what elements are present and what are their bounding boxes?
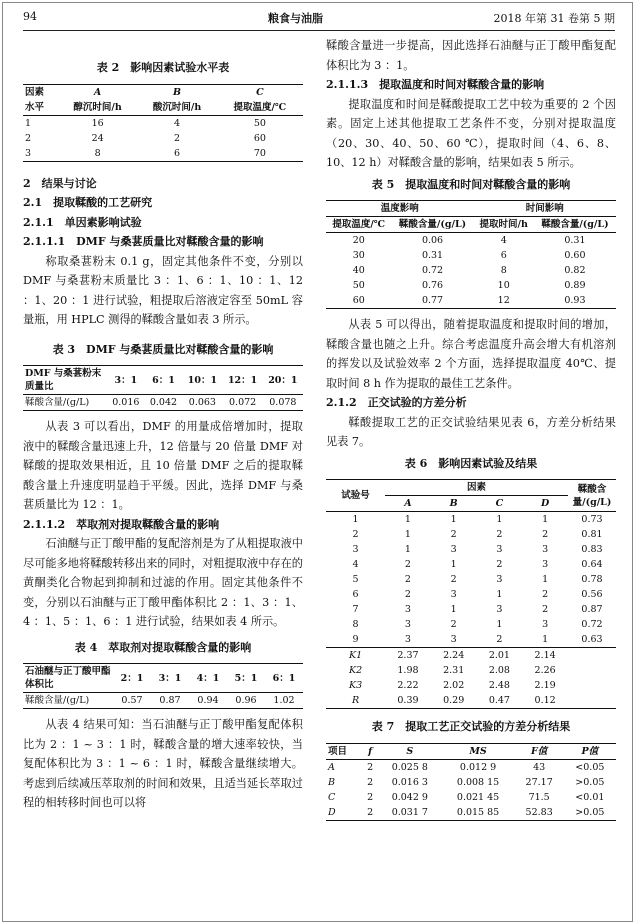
table6-head: 试验号 — [326, 480, 385, 512]
table-cell: 3 — [450, 544, 457, 555]
table-cell: >0.05 — [575, 806, 605, 818]
table-cell: 4 — [352, 559, 359, 570]
table-cell: 0.87 — [581, 604, 603, 615]
paragraph: 从表 4 结果可知：当石油醚与正丁酸甲酯复配体积比为 2 ：1 ~ 3 ：1 时，鞣酸含量的增大速率较快，当复配体积比为 3 ：1 ~ 6 ：1 时，鞣酸含量继续增大。考虑到后续减压萃取剂的时间和效果，且适当延长萃取过程的相转移时间也可以将 — [23, 718, 303, 809]
paragraph: 从表 5 可以得出，随着提取温度和提取时间的增加，鞣酸含量也随之上升。综合考虑温度升高会增大有机溶剂的挥发以及试验效率 2 个方面，选择提取温度 40℃、提取时间 8 h 作为提取的最佳工艺条件。 — [326, 318, 616, 390]
table-cell: 7 — [352, 604, 359, 615]
table4-head: 3：1 — [158, 672, 182, 684]
table-cell: 6 — [500, 250, 507, 261]
table-cell: 1 — [496, 514, 503, 525]
table3-head: DMF 与桑葚粉末质量比 — [25, 368, 102, 392]
table6-body — [326, 512, 616, 709]
table-cell: C — [328, 791, 336, 803]
table-row — [326, 233, 616, 249]
table-cell: 0.93 — [564, 295, 586, 306]
table-cell: 1 — [542, 514, 549, 525]
table-cell: 3 — [352, 544, 359, 555]
table-cell: 2.02 — [443, 680, 465, 691]
table-cell: 0.015 85 — [456, 806, 500, 818]
table-cell: 2.31 — [443, 665, 465, 676]
table7-head: S — [406, 745, 414, 757]
table-cell: 3 — [25, 147, 32, 159]
table-cell: 0.06 — [421, 235, 444, 246]
table7-head: f — [368, 745, 373, 757]
table-cell: 71.5 — [528, 791, 550, 803]
table-cell: 3 — [496, 544, 503, 555]
table-row — [326, 587, 616, 602]
table5-group: 时间影响 — [474, 201, 616, 217]
table5-head: 鞣酸含量/(g/L) — [398, 219, 467, 230]
issue-info: 2018 年第 31 卷第 5 期 — [493, 12, 615, 25]
table-cell: <0.01 — [575, 791, 605, 803]
table-cell: 60 — [253, 132, 266, 144]
table-cell: K2 — [348, 665, 363, 676]
table-cell: 40 — [352, 265, 365, 276]
table-cell: 2 — [174, 132, 181, 144]
table3-caption: 表 3 DMF 与桑葚质量比对鞣酸含量的影响 — [52, 342, 274, 356]
table-cell: 0.72 — [421, 265, 444, 276]
table-cell: 3 — [404, 619, 411, 630]
section-heading: 2.1.1.3 提取温度和时间对鞣酸含量的影响 — [326, 78, 545, 91]
table4-head: 石油醚与正丁酸甲酯体积比 — [25, 666, 111, 690]
table-cell: 1 — [542, 634, 549, 645]
table-row — [23, 395, 303, 411]
table-cell: 6 — [352, 589, 359, 600]
table-row — [23, 146, 303, 162]
table-cell: 2 — [542, 529, 549, 540]
table2-head: A — [93, 86, 102, 98]
table-cell: 1 — [450, 514, 457, 525]
paragraph: 鞣酸含量进一步提高，因此选择石油醚与正丁酸甲酯复配体积比为 3 ：1。 — [326, 39, 616, 72]
table-cell: 2 — [367, 791, 374, 803]
table-cell: 2.19 — [534, 680, 556, 691]
section-heading: 2.1.1.1 DMF 与桑葚质量比对鞣酸含量的影响 — [23, 235, 264, 248]
table-cell: 8 — [352, 619, 359, 630]
table3 — [23, 365, 303, 411]
table2-caption: 表 2 影响因素试验水平表 — [96, 61, 230, 74]
table2-head: 水平 — [25, 101, 45, 113]
table-cell: 1 — [352, 514, 359, 525]
table-cell: 24 — [91, 132, 104, 144]
table-cell: 2 — [542, 589, 549, 600]
table-cell: 0.94 — [197, 695, 219, 706]
table-cell: 0.042 9 — [391, 791, 428, 803]
table-cell: 0.87 — [159, 695, 181, 706]
table2-head: 因素 — [25, 86, 45, 98]
table-cell: A — [328, 761, 335, 773]
table-cell: 0.76 — [421, 280, 444, 291]
table5 — [326, 200, 616, 309]
table-cell — [568, 648, 616, 664]
table-cell: 0.73 — [581, 514, 603, 525]
table-cell: R — [351, 695, 360, 706]
table-cell: 0.89 — [564, 280, 586, 291]
table3-head: 12：1 — [227, 374, 258, 386]
table-cell: 0.60 — [564, 250, 586, 261]
table-cell — [568, 663, 616, 678]
table-cell: 3 — [450, 634, 457, 645]
table4-caption: 表 4 萃取剂对提取鞣酸含量的影响 — [74, 640, 252, 654]
journal-name: 粮食与油脂 — [268, 12, 323, 25]
table5-head: 提取时间/h — [479, 219, 528, 230]
table-cell: 1 — [496, 619, 503, 630]
table-cell: 1 — [450, 559, 457, 570]
table-cell: 鞣酸含量/(g/L) — [25, 695, 90, 706]
table-cell: 2.22 — [397, 680, 419, 691]
right-column — [326, 36, 616, 821]
table2-head: B — [173, 86, 182, 98]
left-column — [23, 36, 303, 813]
table-cell: 3 — [404, 634, 411, 645]
table-cell: 2.14 — [534, 650, 556, 661]
table-cell: 3 — [450, 589, 457, 600]
table-cell: 3 — [542, 544, 549, 555]
paragraph: 石油醚与正丁酸甲酯的复配溶剂是为了从粗提取液中尽可能多地将鞣酸转移出来的同时，对粗提取液中存在的黄酮类化合物起到抑制和过滤的作用。固定其他条件不变，分别以石油醚与正丁酸甲酯体积比 2 ：1、3 ：1、4 ：1、5 ：1、6 ：1 进行试验，结果如表 4 所示。 — [23, 537, 303, 628]
table5-head: 提取温度/℃ — [332, 219, 386, 230]
table2-head: C — [256, 86, 264, 98]
table6-head: 鞣酸含量/(g/L) — [568, 480, 616, 512]
table2 — [23, 84, 303, 162]
table-cell: 3 — [542, 559, 549, 570]
table-cell: 2 — [367, 776, 374, 788]
table-cell: 20 — [352, 235, 365, 246]
table-cell: 43 — [533, 761, 546, 773]
table-row — [326, 293, 616, 309]
table-cell: 1.02 — [273, 695, 295, 706]
section-heading: 2.1.1 单因素影响试验 — [23, 215, 142, 229]
table6-head: B — [449, 498, 458, 509]
table6 — [326, 479, 616, 709]
paragraph: 称取桑葚粉末 0.1 g，固定其他条件不变，分别以 DMF 与桑葚粉末质量比 3 ：1、6 ：1、10 ：1、12 ：1、20 ：1 进行试验，粗提取后溶液定容至 50mL 容量瓶，用 HPLC 测得的鞣酸含量如表 3 所示。 — [23, 254, 303, 326]
table-row — [326, 759, 616, 775]
table-cell: 0.025 8 — [391, 761, 428, 773]
table-cell: 0.29 — [443, 695, 465, 706]
table-row — [326, 663, 616, 678]
table-cell: 0.57 — [121, 695, 143, 706]
table-cell: 0.078 — [269, 397, 297, 408]
table-cell: 0.96 — [235, 695, 257, 706]
table-cell: 0.12 — [534, 695, 556, 706]
table-cell: 0.31 — [421, 250, 444, 261]
table3-head: 20：1 — [268, 374, 298, 386]
table-cell — [568, 678, 616, 693]
table7-body — [326, 759, 616, 820]
table-cell: 2.24 — [443, 650, 465, 661]
section-heading: 2 结果与讨论 — [23, 176, 97, 190]
table-cell: 2.48 — [488, 680, 510, 691]
table-cell: 8 — [94, 147, 101, 159]
table-cell: 12 — [497, 295, 510, 306]
table-row — [326, 805, 616, 821]
table-cell: 2 — [496, 634, 503, 645]
table-cell: 2 — [450, 574, 457, 585]
table-cell: 6 — [174, 147, 181, 159]
table-cell: 3 — [404, 604, 411, 615]
table-cell: 2 — [404, 574, 411, 585]
table-cell: 1 — [404, 544, 411, 555]
table5-group: 温度影响 — [326, 201, 474, 217]
table7-caption: 表 7 提取工艺正交试验的方差分析结果 — [371, 720, 571, 733]
table-cell: 52.83 — [525, 806, 553, 818]
table4-head: 2：1 — [120, 672, 144, 684]
table-cell: 2.37 — [397, 650, 419, 661]
table5-head: 鞣酸含量/(g/L) — [541, 219, 609, 230]
table-cell: 0.016 — [112, 397, 140, 408]
table6-head: C — [495, 498, 504, 509]
table-cell: 2 — [450, 619, 457, 630]
table-cell: D — [328, 806, 336, 818]
table-row — [23, 131, 303, 146]
section-heading: 2.1.2 正交试验的方差分析 — [326, 396, 467, 409]
table-cell: 2.08 — [488, 665, 510, 676]
table-row — [326, 648, 616, 664]
table-cell: 2.01 — [488, 650, 510, 661]
table7-head: 项目 — [328, 745, 348, 757]
table-cell: K3 — [348, 680, 363, 691]
table-cell: 0.56 — [581, 589, 603, 600]
table-cell: 3 — [496, 604, 503, 615]
table-cell: 0.63 — [581, 634, 603, 645]
table-row — [326, 678, 616, 693]
table-cell: 0.031 7 — [391, 806, 428, 818]
table-cell: 2 — [404, 559, 411, 570]
table-cell: 1 — [404, 529, 411, 540]
table-row — [326, 617, 616, 632]
table6-head: D — [541, 498, 550, 509]
table-cell: 0.78 — [581, 574, 603, 585]
table4-head: 6：1 — [272, 672, 296, 684]
paragraph: 提取温度和时间是鞣酸提取工艺中较为重要的 2 个因素。固定上述其他提取工艺条件不变，分别对提取温度（20、30、40、50、60 ℃），提取时间（4、6、8、10、12 h）对鞣酸含量的影响，结果如表 5 所示。 — [326, 97, 616, 169]
table-cell: 5 — [352, 574, 359, 585]
table6-head: 因素 — [385, 480, 568, 496]
table-cell: 1 — [542, 574, 549, 585]
table7 — [326, 743, 616, 821]
table-cell: 2 — [404, 589, 411, 600]
table-cell: 0.063 — [188, 397, 216, 408]
table-cell: 16 — [91, 117, 104, 129]
table-cell: K1 — [348, 650, 363, 661]
table-cell: 0.72 — [581, 619, 603, 630]
paragraph: 从表 3 可以看出，DMF 的用量成倍增加时，提取液中的鞣酸含量迅速上升，12 倍量与 20 倍量 DMF 对鞣酸的提取效果相近，且 10 倍量 DMF 之后的提取鞣酸含量上升速度明显趋于平缓。因此，选择 DMF 与桑葚质量比为 12 ：1。 — [23, 420, 303, 511]
table-cell: 9 — [352, 634, 359, 645]
table-cell: <0.05 — [575, 761, 605, 773]
header-rule — [23, 30, 615, 31]
table-cell: 0.83 — [581, 544, 603, 555]
table4 — [23, 663, 303, 709]
table-cell: 2 — [542, 604, 549, 615]
table-cell: 0.82 — [564, 265, 586, 276]
table-cell: 50 — [253, 117, 266, 129]
table-cell: 鞣酸含量/(g/L) — [25, 397, 90, 408]
table-row — [326, 542, 616, 557]
table-cell: 1 — [25, 117, 32, 129]
table-row — [326, 693, 616, 709]
table-cell: 3 — [542, 619, 549, 630]
table-cell: >0.05 — [575, 776, 605, 788]
table-cell: 4 — [174, 117, 181, 129]
table-cell: 0.072 — [229, 397, 257, 408]
table-row — [326, 790, 616, 805]
table-cell: 10 — [497, 280, 510, 291]
table7-head: P值 — [581, 745, 599, 757]
table3-head: 6：1 — [152, 374, 175, 386]
table7-head: MS — [469, 745, 487, 757]
table2-head: 醇沉时间/h — [73, 101, 122, 113]
table-cell: 50 — [352, 280, 365, 291]
table-cell: 0.81 — [581, 529, 603, 540]
table-cell: 70 — [253, 147, 266, 159]
table-cell: B — [328, 776, 335, 788]
table-cell: 4 — [500, 235, 507, 246]
table3-head: 3：1 — [114, 374, 138, 386]
table-cell: 3 — [496, 574, 503, 585]
table-row — [326, 557, 616, 572]
table-cell: 0.008 15 — [456, 776, 500, 788]
table-cell: 2.26 — [534, 665, 556, 676]
table-cell: 0.77 — [421, 295, 444, 306]
table-cell: 2 — [496, 559, 503, 570]
table-row — [326, 572, 616, 587]
table-cell: 1 — [450, 604, 457, 615]
table-cell: 2 — [352, 529, 359, 540]
table-cell: 0.021 45 — [456, 791, 500, 803]
table-row — [326, 632, 616, 648]
table-row — [326, 278, 616, 293]
table-cell: 60 — [352, 295, 365, 306]
table-cell: 0.016 3 — [391, 776, 428, 788]
table-cell: 2 — [450, 529, 457, 540]
table-cell: 0.39 — [397, 695, 419, 706]
table-cell: 2 — [367, 761, 374, 773]
table6-head: A — [404, 498, 412, 509]
page-number: 94 — [23, 10, 37, 23]
table-cell: 0.012 9 — [459, 761, 497, 773]
table4-head: 5：1 — [234, 672, 258, 684]
table-cell: 8 — [500, 265, 507, 276]
table2-head: 酸沉时间/h — [152, 101, 202, 113]
table-cell: 1 — [496, 589, 503, 600]
table5-caption: 表 5 提取温度和时间对鞣酸含量的影响 — [371, 177, 571, 191]
table-cell: 2 — [496, 529, 503, 540]
paragraph: 鞣酸提取工艺的正交试验结果见表 6，方差分析结果见表 7。 — [326, 415, 616, 448]
table-row — [326, 512, 616, 528]
table6-caption: 表 6 影响因素试验及结果 — [404, 456, 538, 470]
table7-head: F值 — [531, 745, 548, 757]
table-cell: 1 — [404, 514, 411, 525]
table-cell: 0.64 — [581, 559, 603, 570]
table-row — [23, 693, 303, 709]
table-cell: 2 — [367, 806, 374, 818]
table3-head: 10：1 — [187, 374, 218, 386]
table-cell: 0.042 — [149, 397, 178, 408]
table-cell: 0.47 — [488, 695, 510, 706]
section-heading: 2.1.1.2 萃取剂对提取鞣酸含量的影响 — [23, 517, 220, 531]
table-row — [326, 775, 616, 790]
section-heading: 2.1 提取鞣酸的工艺研究 — [23, 196, 153, 209]
table-cell: 30 — [352, 250, 365, 261]
table-row — [326, 263, 616, 278]
table-cell: 0.31 — [564, 235, 586, 246]
table-row — [326, 527, 616, 542]
table-cell: 27.17 — [525, 776, 553, 788]
table-row — [23, 115, 303, 131]
table2-head: 提取温度/℃ — [233, 101, 287, 113]
table-cell — [568, 693, 616, 709]
table-row — [326, 248, 616, 263]
table4-head: 4：1 — [196, 672, 220, 684]
table-row — [326, 602, 616, 617]
table-cell: 2 — [25, 132, 32, 144]
table-cell: 1.98 — [397, 665, 419, 676]
